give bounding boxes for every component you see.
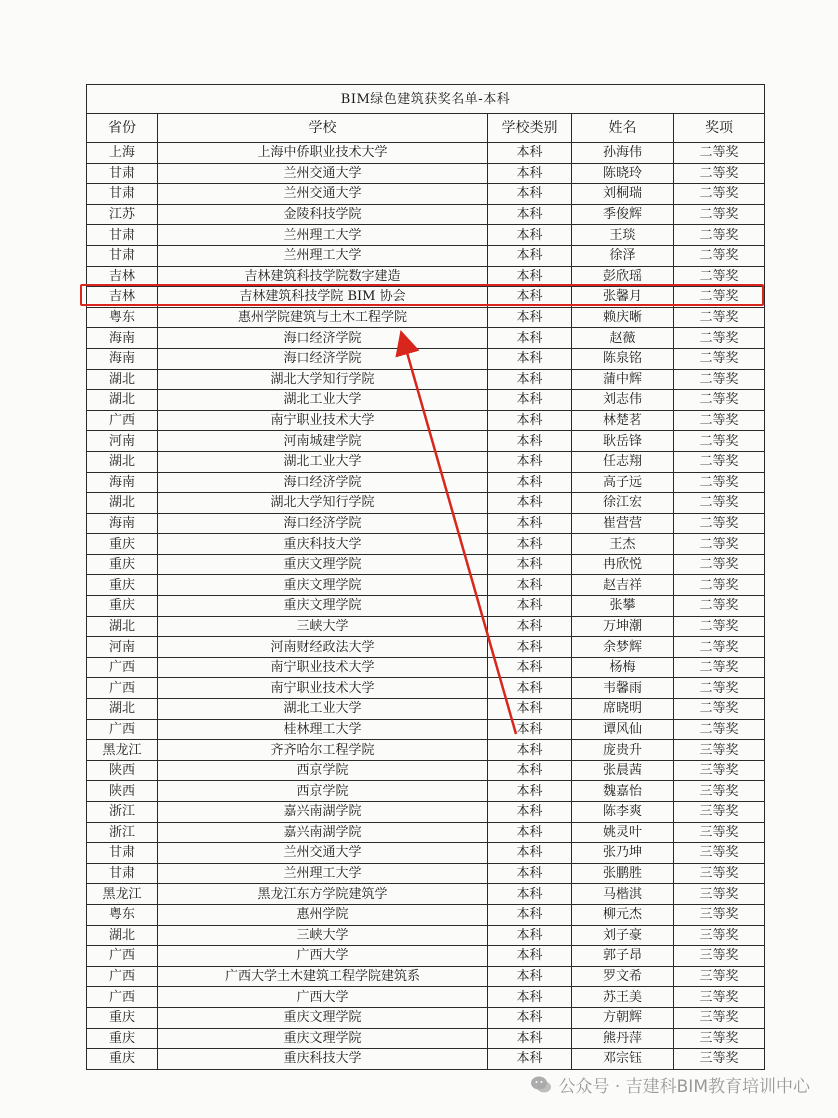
cell-award: 二等奖 [674, 245, 765, 266]
cell-school: 兰州理工大学 [158, 225, 488, 246]
cell-province: 甘肃 [87, 863, 158, 884]
cell-name: 孙海伟 [572, 143, 674, 164]
cell-school-type: 本科 [488, 348, 572, 369]
cell-province: 甘肃 [87, 163, 158, 184]
cell-school: 南宁职业技术大学 [158, 678, 488, 699]
cell-award: 二等奖 [674, 596, 765, 617]
cell-name: 崔营营 [572, 513, 674, 534]
cell-name: 耿岳锋 [572, 431, 674, 452]
cell-school-type: 本科 [488, 225, 572, 246]
cell-name: 王琰 [572, 225, 674, 246]
cell-award: 二等奖 [674, 143, 765, 164]
cell-school-type: 本科 [488, 822, 572, 843]
cell-name: 高子远 [572, 472, 674, 493]
cell-school-type: 本科 [488, 740, 572, 761]
cell-school-type: 本科 [488, 946, 572, 967]
cell-school: 兰州理工大学 [158, 863, 488, 884]
cell-award: 二等奖 [674, 534, 765, 555]
cell-province: 上海 [87, 143, 158, 164]
cell-award: 二等奖 [674, 369, 765, 390]
cell-award: 三等奖 [674, 802, 765, 823]
cell-school: 湖北工业大学 [158, 699, 488, 720]
cell-school-type: 本科 [488, 966, 572, 987]
cell-school: 兰州交通大学 [158, 184, 488, 205]
cell-name: 姚灵叶 [572, 822, 674, 843]
cell-name: 徐泽 [572, 245, 674, 266]
cell-province: 广西 [87, 657, 158, 678]
arrow-line [404, 342, 516, 734]
cell-name: 赵吉祥 [572, 575, 674, 596]
cell-province: 重庆 [87, 575, 158, 596]
cell-school: 河南城建学院 [158, 431, 488, 452]
cell-award: 二等奖 [674, 616, 765, 637]
cell-award: 二等奖 [674, 225, 765, 246]
cell-school-type: 本科 [488, 863, 572, 884]
cell-award: 三等奖 [674, 966, 765, 987]
cell-name: 苏王美 [572, 987, 674, 1008]
cell-award: 二等奖 [674, 390, 765, 411]
cell-school-type: 本科 [488, 802, 572, 823]
cell-school: 海口经济学院 [158, 328, 488, 349]
cell-province: 海南 [87, 472, 158, 493]
cell-school-type: 本科 [488, 987, 572, 1008]
cell-award: 二等奖 [674, 493, 765, 514]
cell-name: 张乃坤 [572, 843, 674, 864]
cell-province: 广西 [87, 719, 158, 740]
cell-school: 西京学院 [158, 760, 488, 781]
col-header-province: 省份 [87, 114, 158, 143]
cell-province: 粤东 [87, 904, 158, 925]
cell-province: 重庆 [87, 1028, 158, 1049]
col-header-award: 奖项 [674, 114, 765, 143]
cell-province: 粤东 [87, 307, 158, 328]
cell-name: 赖庆晰 [572, 307, 674, 328]
cell-award: 二等奖 [674, 266, 765, 287]
cell-province: 海南 [87, 513, 158, 534]
cell-award: 二等奖 [674, 451, 765, 472]
cell-name: 刘志伟 [572, 390, 674, 411]
cell-school: 金陵科技学院 [158, 204, 488, 225]
cell-award: 三等奖 [674, 946, 765, 967]
cell-award: 二等奖 [674, 699, 765, 720]
cell-name: 柳元杰 [572, 904, 674, 925]
cell-award: 二等奖 [674, 657, 765, 678]
cell-school: 湖北大学知行学院 [158, 369, 488, 390]
cell-school: 上海中侨职业技术大学 [158, 143, 488, 164]
cell-school-type: 本科 [488, 904, 572, 925]
cell-name: 蒲中辉 [572, 369, 674, 390]
cell-award: 三等奖 [674, 904, 765, 925]
cell-province: 湖北 [87, 699, 158, 720]
cell-province: 浙江 [87, 822, 158, 843]
cell-school: 广西大学 [158, 946, 488, 967]
cell-school-type: 本科 [488, 451, 572, 472]
cell-school-type: 本科 [488, 431, 572, 452]
watermark-text: 公众号 · 吉建科BIM教育培训中心 [558, 1077, 810, 1097]
cell-school-type: 本科 [488, 678, 572, 699]
cell-award: 三等奖 [674, 863, 765, 884]
cell-school-type: 本科 [488, 472, 572, 493]
cell-school: 嘉兴南湖学院 [158, 822, 488, 843]
cell-school: 重庆文理学院 [158, 554, 488, 575]
cell-name: 杨梅 [572, 657, 674, 678]
cell-school: 重庆文理学院 [158, 1028, 488, 1049]
cell-school: 海口经济学院 [158, 513, 488, 534]
cell-award: 二等奖 [674, 575, 765, 596]
cell-school-type: 本科 [488, 657, 572, 678]
cell-school-type: 本科 [488, 616, 572, 637]
cell-award: 三等奖 [674, 884, 765, 905]
cell-school-type: 本科 [488, 534, 572, 555]
cell-province: 湖北 [87, 925, 158, 946]
cell-school: 南宁职业技术大学 [158, 657, 488, 678]
cell-school: 吉林建筑科技学院 BIM 协会 [158, 287, 488, 308]
cell-award: 二等奖 [674, 637, 765, 658]
cell-school: 兰州交通大学 [158, 163, 488, 184]
cell-school-type: 本科 [488, 245, 572, 266]
col-header-name: 姓名 [572, 114, 674, 143]
cell-province: 陕西 [87, 781, 158, 802]
cell-school: 三峡大学 [158, 925, 488, 946]
col-header-school-type: 学校类别 [488, 114, 572, 143]
cell-province: 河南 [87, 431, 158, 452]
cell-name: 王杰 [572, 534, 674, 555]
cell-school: 惠州学院 [158, 904, 488, 925]
cell-award: 三等奖 [674, 1007, 765, 1028]
cell-school-type: 本科 [488, 287, 572, 308]
cell-school-type: 本科 [488, 204, 572, 225]
cell-school: 河南财经政法大学 [158, 637, 488, 658]
cell-province: 浙江 [87, 802, 158, 823]
cell-province: 重庆 [87, 554, 158, 575]
cell-school-type: 本科 [488, 143, 572, 164]
cell-award: 二等奖 [674, 184, 765, 205]
cell-school-type: 本科 [488, 328, 572, 349]
cell-name: 庞贵升 [572, 740, 674, 761]
cell-name: 张馨月 [572, 287, 674, 308]
cell-name: 谭风仙 [572, 719, 674, 740]
cell-province: 湖北 [87, 616, 158, 637]
cell-award: 三等奖 [674, 822, 765, 843]
cell-name: 张攀 [572, 596, 674, 617]
cell-name: 张鹏胜 [572, 863, 674, 884]
cell-school-type: 本科 [488, 307, 572, 328]
cell-school: 嘉兴南湖学院 [158, 802, 488, 823]
cell-name: 郭子昂 [572, 946, 674, 967]
cell-award: 三等奖 [674, 925, 765, 946]
cell-name: 赵薇 [572, 328, 674, 349]
cell-school-type: 本科 [488, 760, 572, 781]
cell-school-type: 本科 [488, 575, 572, 596]
cell-award: 二等奖 [674, 431, 765, 452]
cell-province: 重庆 [87, 1049, 158, 1070]
cell-name: 陈李爽 [572, 802, 674, 823]
cell-award: 二等奖 [674, 472, 765, 493]
cell-province: 湖北 [87, 451, 158, 472]
cell-name: 方朝辉 [572, 1007, 674, 1028]
cell-award: 三等奖 [674, 987, 765, 1008]
cell-school-type: 本科 [488, 1049, 572, 1070]
cell-award: 二等奖 [674, 307, 765, 328]
cell-province: 黑龙江 [87, 740, 158, 761]
cell-school-type: 本科 [488, 781, 572, 802]
cell-school: 黑龙江东方学院建筑学 [158, 884, 488, 905]
watermark [530, 1072, 810, 1097]
cell-school: 惠州学院建筑与土木工程学院 [158, 307, 488, 328]
cell-province: 陕西 [87, 760, 158, 781]
cell-award: 三等奖 [674, 760, 765, 781]
cell-school-type: 本科 [488, 1007, 572, 1028]
cell-award: 三等奖 [674, 1049, 765, 1070]
cell-province: 吉林 [87, 287, 158, 308]
cell-school-type: 本科 [488, 184, 572, 205]
cell-school: 湖北大学知行学院 [158, 493, 488, 514]
cell-school-type: 本科 [488, 163, 572, 184]
cell-school: 桂林理工大学 [158, 719, 488, 740]
cell-province: 广西 [87, 987, 158, 1008]
cell-province: 湖北 [87, 390, 158, 411]
cell-school: 重庆文理学院 [158, 1007, 488, 1028]
cell-province: 江苏 [87, 204, 158, 225]
cell-school-type: 本科 [488, 554, 572, 575]
cell-name: 徐江宏 [572, 493, 674, 514]
cell-province: 河南 [87, 637, 158, 658]
cell-school-type: 本科 [488, 637, 572, 658]
cell-school-type: 本科 [488, 884, 572, 905]
cell-school-type: 本科 [488, 699, 572, 720]
cell-award: 三等奖 [674, 843, 765, 864]
cell-award: 三等奖 [674, 781, 765, 802]
cell-school-type: 本科 [488, 925, 572, 946]
cell-name: 马楷淇 [572, 884, 674, 905]
cell-name: 邓宗钰 [572, 1049, 674, 1070]
cell-school: 兰州理工大学 [158, 245, 488, 266]
cell-school: 西京学院 [158, 781, 488, 802]
cell-award: 二等奖 [674, 554, 765, 575]
cell-name: 席晓明 [572, 699, 674, 720]
cell-school: 湖北工业大学 [158, 451, 488, 472]
cell-school-type: 本科 [488, 596, 572, 617]
cell-name: 刘桐瑞 [572, 184, 674, 205]
cell-school-type: 本科 [488, 410, 572, 431]
cell-school: 吉林建筑科技学院数字建造 [158, 266, 488, 287]
cell-school: 南宁职业技术大学 [158, 410, 488, 431]
cell-province: 重庆 [87, 596, 158, 617]
cell-name: 林楚茗 [572, 410, 674, 431]
cell-name: 罗文希 [572, 966, 674, 987]
cell-award: 二等奖 [674, 204, 765, 225]
cell-province: 广西 [87, 946, 158, 967]
cell-school: 三峡大学 [158, 616, 488, 637]
cell-province: 海南 [87, 328, 158, 349]
cell-province: 湖北 [87, 493, 158, 514]
cell-name: 张晨茜 [572, 760, 674, 781]
cell-school-type: 本科 [488, 266, 572, 287]
cell-name: 韦馨雨 [572, 678, 674, 699]
cell-province: 广西 [87, 678, 158, 699]
cell-school: 广西大学土木建筑工程学院建筑系 [158, 966, 488, 987]
cell-name: 陈泉铭 [572, 348, 674, 369]
cell-province: 黑龙江 [87, 884, 158, 905]
cell-province: 吉林 [87, 266, 158, 287]
cell-school: 重庆文理学院 [158, 596, 488, 617]
cell-province: 甘肃 [87, 184, 158, 205]
cell-name: 彭欣瑶 [572, 266, 674, 287]
cell-province: 甘肃 [87, 843, 158, 864]
cell-province: 广西 [87, 966, 158, 987]
cell-school: 重庆科技大学 [158, 534, 488, 555]
cell-award: 二等奖 [674, 287, 765, 308]
cell-school-type: 本科 [488, 369, 572, 390]
cell-name: 陈晓玲 [572, 163, 674, 184]
cell-school-type: 本科 [488, 493, 572, 514]
cell-school: 重庆文理学院 [158, 575, 488, 596]
cell-school: 齐齐哈尔工程学院 [158, 740, 488, 761]
cell-school-type: 本科 [488, 719, 572, 740]
cell-award: 二等奖 [674, 678, 765, 699]
cell-school: 湖北工业大学 [158, 390, 488, 411]
cell-award: 二等奖 [674, 410, 765, 431]
cell-school-type: 本科 [488, 390, 572, 411]
cell-name: 季俊辉 [572, 204, 674, 225]
cell-award: 二等奖 [674, 163, 765, 184]
cell-school-type: 本科 [488, 843, 572, 864]
cell-province: 重庆 [87, 534, 158, 555]
table-title: BIM绿色建筑获奖名单-本科 [87, 85, 765, 114]
cell-award: 二等奖 [674, 328, 765, 349]
cell-school: 海口经济学院 [158, 348, 488, 369]
wechat-icon [530, 1074, 552, 1096]
cell-province: 甘肃 [87, 245, 158, 266]
cell-province: 重庆 [87, 1007, 158, 1028]
cell-award: 二等奖 [674, 513, 765, 534]
cell-name: 万坤潮 [572, 616, 674, 637]
cell-name: 余梦辉 [572, 637, 674, 658]
cell-school-type: 本科 [488, 1028, 572, 1049]
cell-name: 冉欣悦 [572, 554, 674, 575]
cell-award: 三等奖 [674, 740, 765, 761]
cell-province: 甘肃 [87, 225, 158, 246]
cell-name: 任志翔 [572, 451, 674, 472]
cell-award: 二等奖 [674, 348, 765, 369]
cell-province: 广西 [87, 410, 158, 431]
cell-school: 广西大学 [158, 987, 488, 1008]
cell-province: 湖北 [87, 369, 158, 390]
cell-name: 刘子豪 [572, 925, 674, 946]
col-header-school: 学校 [158, 114, 488, 143]
cell-school: 兰州交通大学 [158, 843, 488, 864]
cell-name: 魏嘉怡 [572, 781, 674, 802]
cell-school: 海口经济学院 [158, 472, 488, 493]
cell-school-type: 本科 [488, 513, 572, 534]
cell-award: 二等奖 [674, 719, 765, 740]
cell-province: 海南 [87, 348, 158, 369]
cell-award: 三等奖 [674, 1028, 765, 1049]
cell-school: 重庆科技大学 [158, 1049, 488, 1070]
cell-name: 熊丹萍 [572, 1028, 674, 1049]
